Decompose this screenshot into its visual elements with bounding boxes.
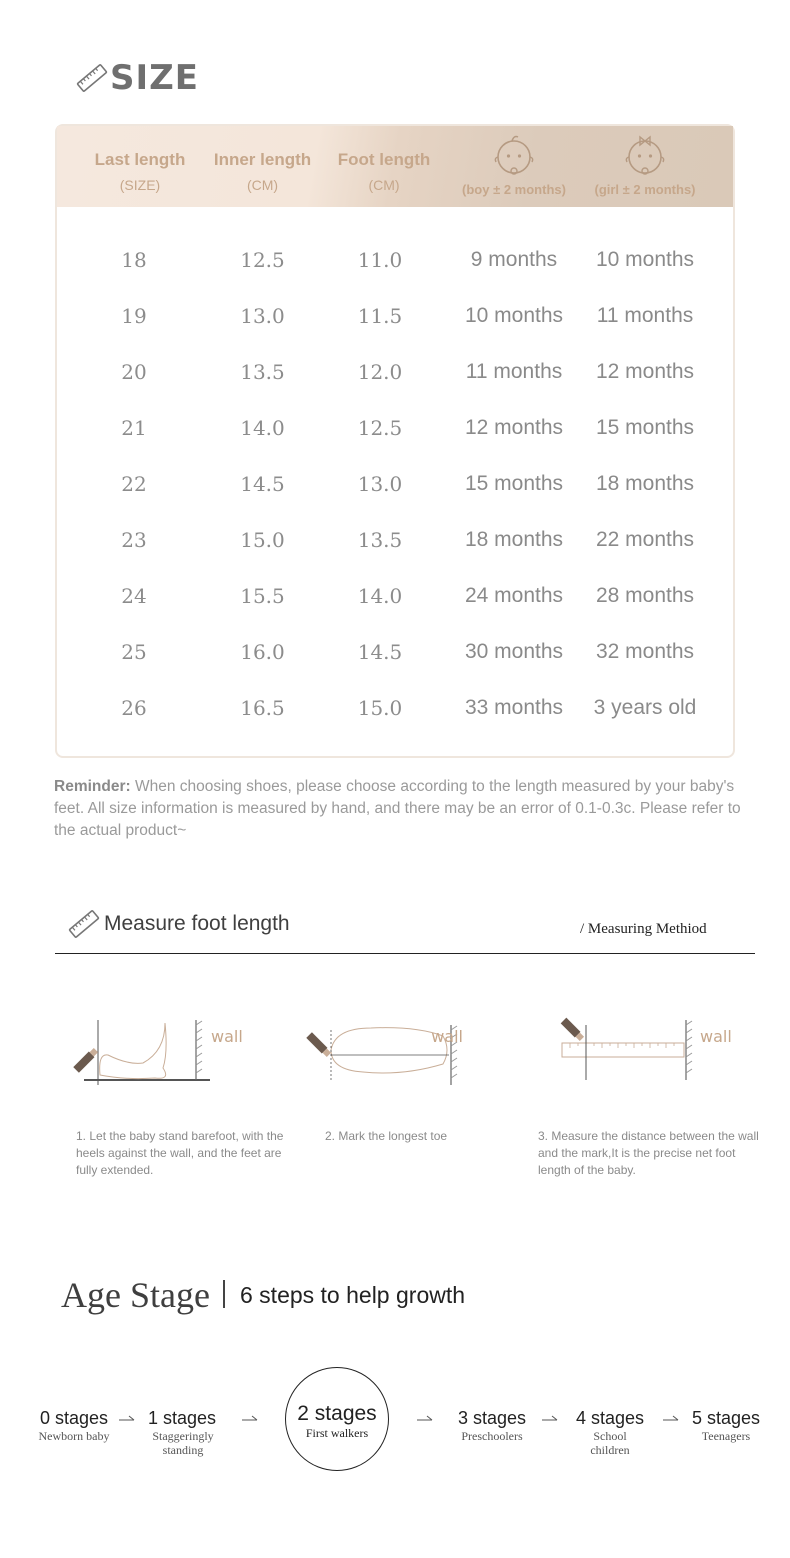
arrow-icon: [118, 1413, 136, 1423]
table-cell: 3 years old: [593, 696, 697, 719]
table-cell: 12.0: [357, 360, 403, 384]
table-cell: 12.5: [357, 416, 403, 440]
table-cell: 11.5: [357, 304, 403, 328]
baby-boy-icon: [489, 134, 539, 178]
table-cell: 23: [121, 528, 147, 552]
header-last-length: [75, 126, 205, 207]
stage-desc: Staggeringly standing: [152, 1429, 214, 1457]
stage-4: [566, 1408, 654, 1457]
header-title: Last length: [94, 150, 186, 169]
table-cell: 13.5: [357, 528, 403, 552]
table-cell: 13.5: [240, 360, 285, 384]
table-row: [57, 232, 733, 288]
table-cell: 22: [121, 472, 147, 496]
table-cell: 15.5: [240, 584, 285, 608]
table-cell: 12 months: [464, 416, 564, 439]
header-title: Foot length: [337, 150, 431, 169]
table-cell: 21: [121, 416, 147, 440]
table-cell: 15 months: [464, 472, 564, 495]
stage-2: [289, 1402, 385, 1440]
step-3-text: 3. Measure the distance between the wall and the mark,It is the precise net foot length of the baby.: [538, 1129, 759, 1177]
table-cell: 12 months: [595, 360, 695, 383]
step3-diagram: [560, 1005, 732, 1090]
wall-label: wall: [211, 1027, 243, 1046]
step-2-text: 2. Mark the longest toe: [325, 1129, 448, 1143]
arrow-icon: [241, 1413, 259, 1423]
size-title: [76, 58, 199, 98]
arrow-icon: [662, 1413, 680, 1423]
table-cell: 28 months: [595, 584, 695, 607]
stage-desc: Newborn baby: [38, 1429, 110, 1443]
reminder-body: When choosing shoes, please choose according to the length measured by your baby's feet. All size information is measured by hand, and there may be an error of 0.1-0.3c. Please refer to the actual product~: [54, 778, 741, 839]
table-cell: 15.0: [357, 696, 403, 720]
title-separator: [223, 1280, 225, 1308]
table-cell: 10 months: [595, 248, 695, 271]
table-row: [57, 456, 733, 512]
measure-title-text: Measure foot length: [104, 912, 290, 935]
stage-desc: Preschoolers: [461, 1429, 523, 1443]
arrow-icon: [541, 1413, 559, 1423]
table-row: [57, 568, 733, 624]
size-table: [55, 124, 735, 758]
stage-5: [682, 1408, 770, 1443]
table-header: [57, 126, 733, 207]
table-row: [57, 400, 733, 456]
stage-0: [28, 1408, 120, 1443]
table-cell: 14.0: [240, 416, 285, 440]
table-cell: 9 months: [470, 248, 558, 271]
stage-desc: School children: [590, 1429, 630, 1457]
table-cell: 18 months: [595, 472, 695, 495]
measure-title: [68, 906, 290, 942]
table-row: [57, 344, 733, 400]
stage-name: 4 stages: [575, 1408, 645, 1428]
table-cell: 10 months: [464, 304, 564, 327]
ruler-icon: [68, 908, 100, 940]
header-girl-age: [582, 126, 708, 207]
header-unit: (SIZE): [119, 177, 161, 193]
table-row: [57, 624, 733, 680]
header-boy-label: (boy ± 2 months): [462, 182, 566, 197]
size-title-text: SIZE: [110, 58, 200, 98]
table-row: [57, 680, 733, 736]
table-cell: 26: [121, 696, 147, 720]
baby-girl-icon: [620, 134, 670, 178]
wall-label: wall: [700, 1027, 732, 1046]
table-row: [57, 512, 733, 568]
table-cell: 16.0: [240, 640, 285, 664]
stage-name: 5 stages: [691, 1408, 761, 1428]
stage-name: 2 stages: [297, 1402, 377, 1425]
table-cell: 13.0: [240, 304, 285, 328]
stage-3: [444, 1408, 540, 1443]
table-cell: 18: [121, 248, 147, 272]
table-cell: 11 months: [596, 304, 694, 327]
header-foot-length: [321, 126, 447, 207]
age-stage-subtitle: 6 steps to help growth: [240, 1282, 466, 1308]
header-unit: (CM): [368, 177, 400, 193]
step-1-text: 1. Let the baby stand barefoot, with the heels against the wall, and the feet are fully extended.: [76, 1129, 284, 1177]
header-boy-age: [451, 126, 577, 207]
stage-name: 1 stages: [147, 1408, 217, 1428]
arrow-icon: [416, 1413, 434, 1423]
table-cell: 19: [121, 304, 147, 328]
table-cell: 14.5: [240, 472, 285, 496]
wall-label: wall: [431, 1027, 463, 1046]
ruler-icon: [76, 62, 108, 94]
step1-diagram: [70, 1005, 243, 1090]
header-unit: (CM): [246, 177, 279, 193]
stage-1: [140, 1408, 224, 1457]
header-inner-length: [200, 126, 325, 207]
table-cell: 11 months: [465, 360, 563, 383]
table-cell: 14.0: [357, 584, 403, 608]
table-cell: 11.0: [357, 248, 403, 272]
stage-desc: First walkers: [305, 1426, 369, 1440]
reminder-label: Reminder:: [54, 778, 131, 795]
reminder-text: [54, 776, 744, 842]
table-row: [57, 288, 733, 344]
table-cell: 12.5: [240, 248, 285, 272]
header-girl-label: (girl ± 2 months): [594, 182, 696, 197]
divider: [55, 953, 755, 954]
measuring-method-label: / Measuring Methiod: [580, 921, 707, 937]
stage-name: 0 stages: [39, 1408, 109, 1428]
table-cell: 15 months: [595, 416, 695, 439]
table-cell: 33 months: [464, 696, 564, 719]
table-cell: 22 months: [595, 528, 695, 551]
table-cell: 13.0: [357, 472, 403, 496]
table-cell: 32 months: [595, 640, 695, 663]
table-cell: 18 months: [464, 528, 564, 551]
table-cell: 30 months: [464, 640, 564, 663]
table-cell: 25: [121, 640, 147, 664]
table-cell: 24: [121, 584, 147, 608]
header-title: Inner length: [213, 150, 312, 169]
stage-name: 3 stages: [457, 1408, 527, 1428]
table-cell: 16.5: [240, 696, 285, 720]
table-cell: 15.0: [240, 528, 285, 552]
stage-desc: Teenagers: [701, 1429, 751, 1443]
table-cell: 20: [121, 360, 147, 384]
table-cell: 24 months: [464, 584, 564, 607]
step2-diagram: [303, 1005, 463, 1090]
age-stage-title: Age Stage: [61, 1275, 210, 1315]
table-cell: 14.5: [357, 640, 403, 664]
